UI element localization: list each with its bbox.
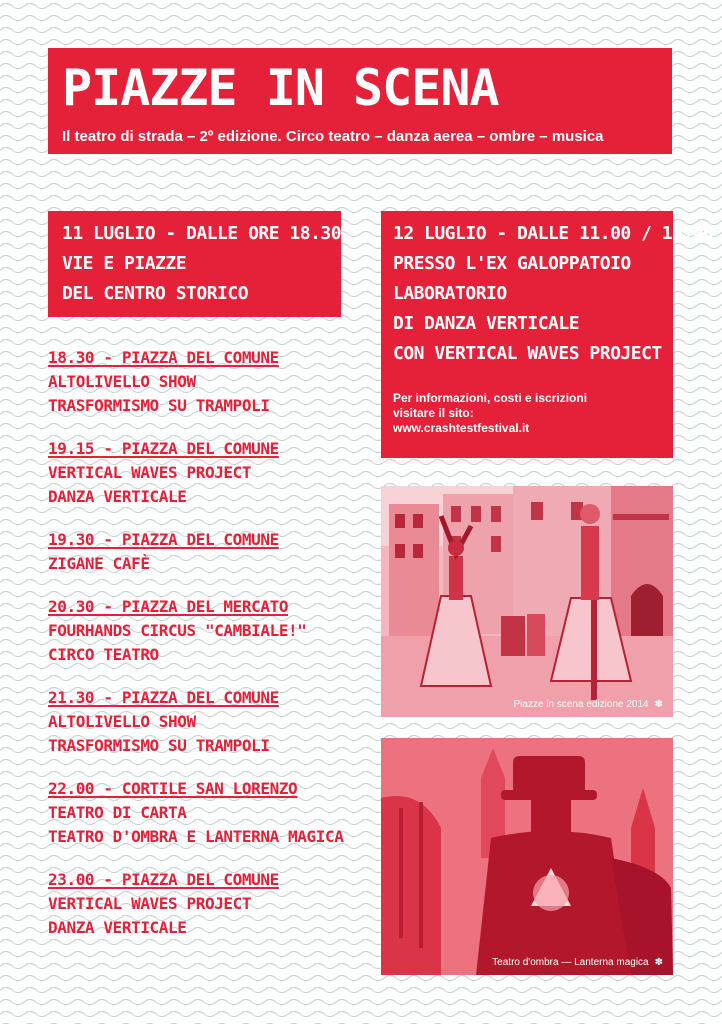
event-item <box>48 346 368 418</box>
caption-text: Teatro d'ombra — Lanterna magica <box>492 957 649 968</box>
event-subtitle: DANZA VERTICALE <box>48 487 187 506</box>
page-subtitle: Il teatro di strada – 2º edizione. Circo teatro – danza aerea – ombre – musica <box>62 128 604 145</box>
event-title: TEATRO DI CARTA <box>48 803 187 822</box>
event-title: ALTOLIVELLO SHOW <box>48 712 196 731</box>
info-line: Per informazioni, costi e iscrizioni <box>393 391 588 405</box>
day1-date: 11 LUGLIO - DALLE ORE 18.30 <box>62 223 342 244</box>
event-subtitle: TRASFORMISMO SU TRAMPOLI <box>48 736 270 755</box>
flower-icon: ✽ <box>654 957 663 968</box>
event-time-location: 20.30 - PIAZZA DEL MERCATO <box>48 597 289 616</box>
day2-box <box>381 211 714 458</box>
day1-location-line1: VIE E PIAZZE <box>62 253 187 274</box>
event-title: ZIGANE CAFÈ <box>48 554 150 573</box>
event-item <box>48 868 368 940</box>
day2-date: 12 LUGLIO - DALLE 11.00 / 16.00 <box>393 223 714 244</box>
event-item <box>48 686 368 758</box>
event-item <box>48 437 368 509</box>
event-item <box>48 528 368 576</box>
event-title: ALTOLIVELLO SHOW <box>48 372 196 391</box>
event-item <box>48 777 368 849</box>
header-banner <box>48 48 672 154</box>
event-subtitle: CIRCO TEATRO <box>48 645 159 664</box>
day2-workshop-type: DI DANZA VERTICALE <box>393 313 580 334</box>
event-item <box>48 595 368 667</box>
photo-caption <box>492 957 663 969</box>
website-link[interactable]: www.crashtestfestival.it <box>393 421 530 435</box>
event-title: VERTICAL WAVES PROJECT <box>48 894 252 913</box>
event-subtitle: TEATRO D'OMBRA E LANTERNA MAGICA <box>48 827 344 846</box>
event-title: VERTICAL WAVES PROJECT <box>48 463 252 482</box>
event-time-location: 19.15 - PIAZZA DEL COMUNE <box>48 439 279 458</box>
event-title: FOURHANDS CIRCUS "CAMBIALE!" <box>48 621 307 640</box>
photo-caption <box>514 699 663 711</box>
day2-workshop: LABORATORIO <box>393 283 507 304</box>
info-line: visitare il sito: <box>393 406 474 420</box>
event-subtitle: DANZA VERTICALE <box>48 918 187 937</box>
day2-workshop-company: CON VERTICAL WAVES PROJECT <box>393 343 662 364</box>
event-time-location: 19.30 - PIAZZA DEL COMUNE <box>48 530 279 549</box>
event-schedule <box>48 346 368 959</box>
flower-icon: ✽ <box>654 699 663 710</box>
day2-location: PRESSO L'EX GALOPPATOIO <box>393 253 631 274</box>
event-time-location: 22.00 - CORTILE SAN LORENZO <box>48 779 298 798</box>
event-time-location: 21.30 - PIAZZA DEL COMUNE <box>48 688 279 707</box>
day1-location-line2: DEL CENTRO STORICO <box>62 283 249 304</box>
photo-shadow-theatre <box>381 738 673 975</box>
photo-stilt-performers <box>381 486 673 717</box>
event-subtitle: TRASFORMISMO SU TRAMPOLI <box>48 396 270 415</box>
page-title: PIAZZE IN SCENA <box>62 59 499 117</box>
event-time-location: 18.30 - PIAZZA DEL COMUNE <box>48 348 279 367</box>
day1-box <box>48 211 341 317</box>
day2-info <box>393 391 661 436</box>
caption-text: Piazze in scena edizione 2014 <box>513 699 649 710</box>
event-time-location: 23.00 - PIAZZA DEL COMUNE <box>48 870 279 889</box>
